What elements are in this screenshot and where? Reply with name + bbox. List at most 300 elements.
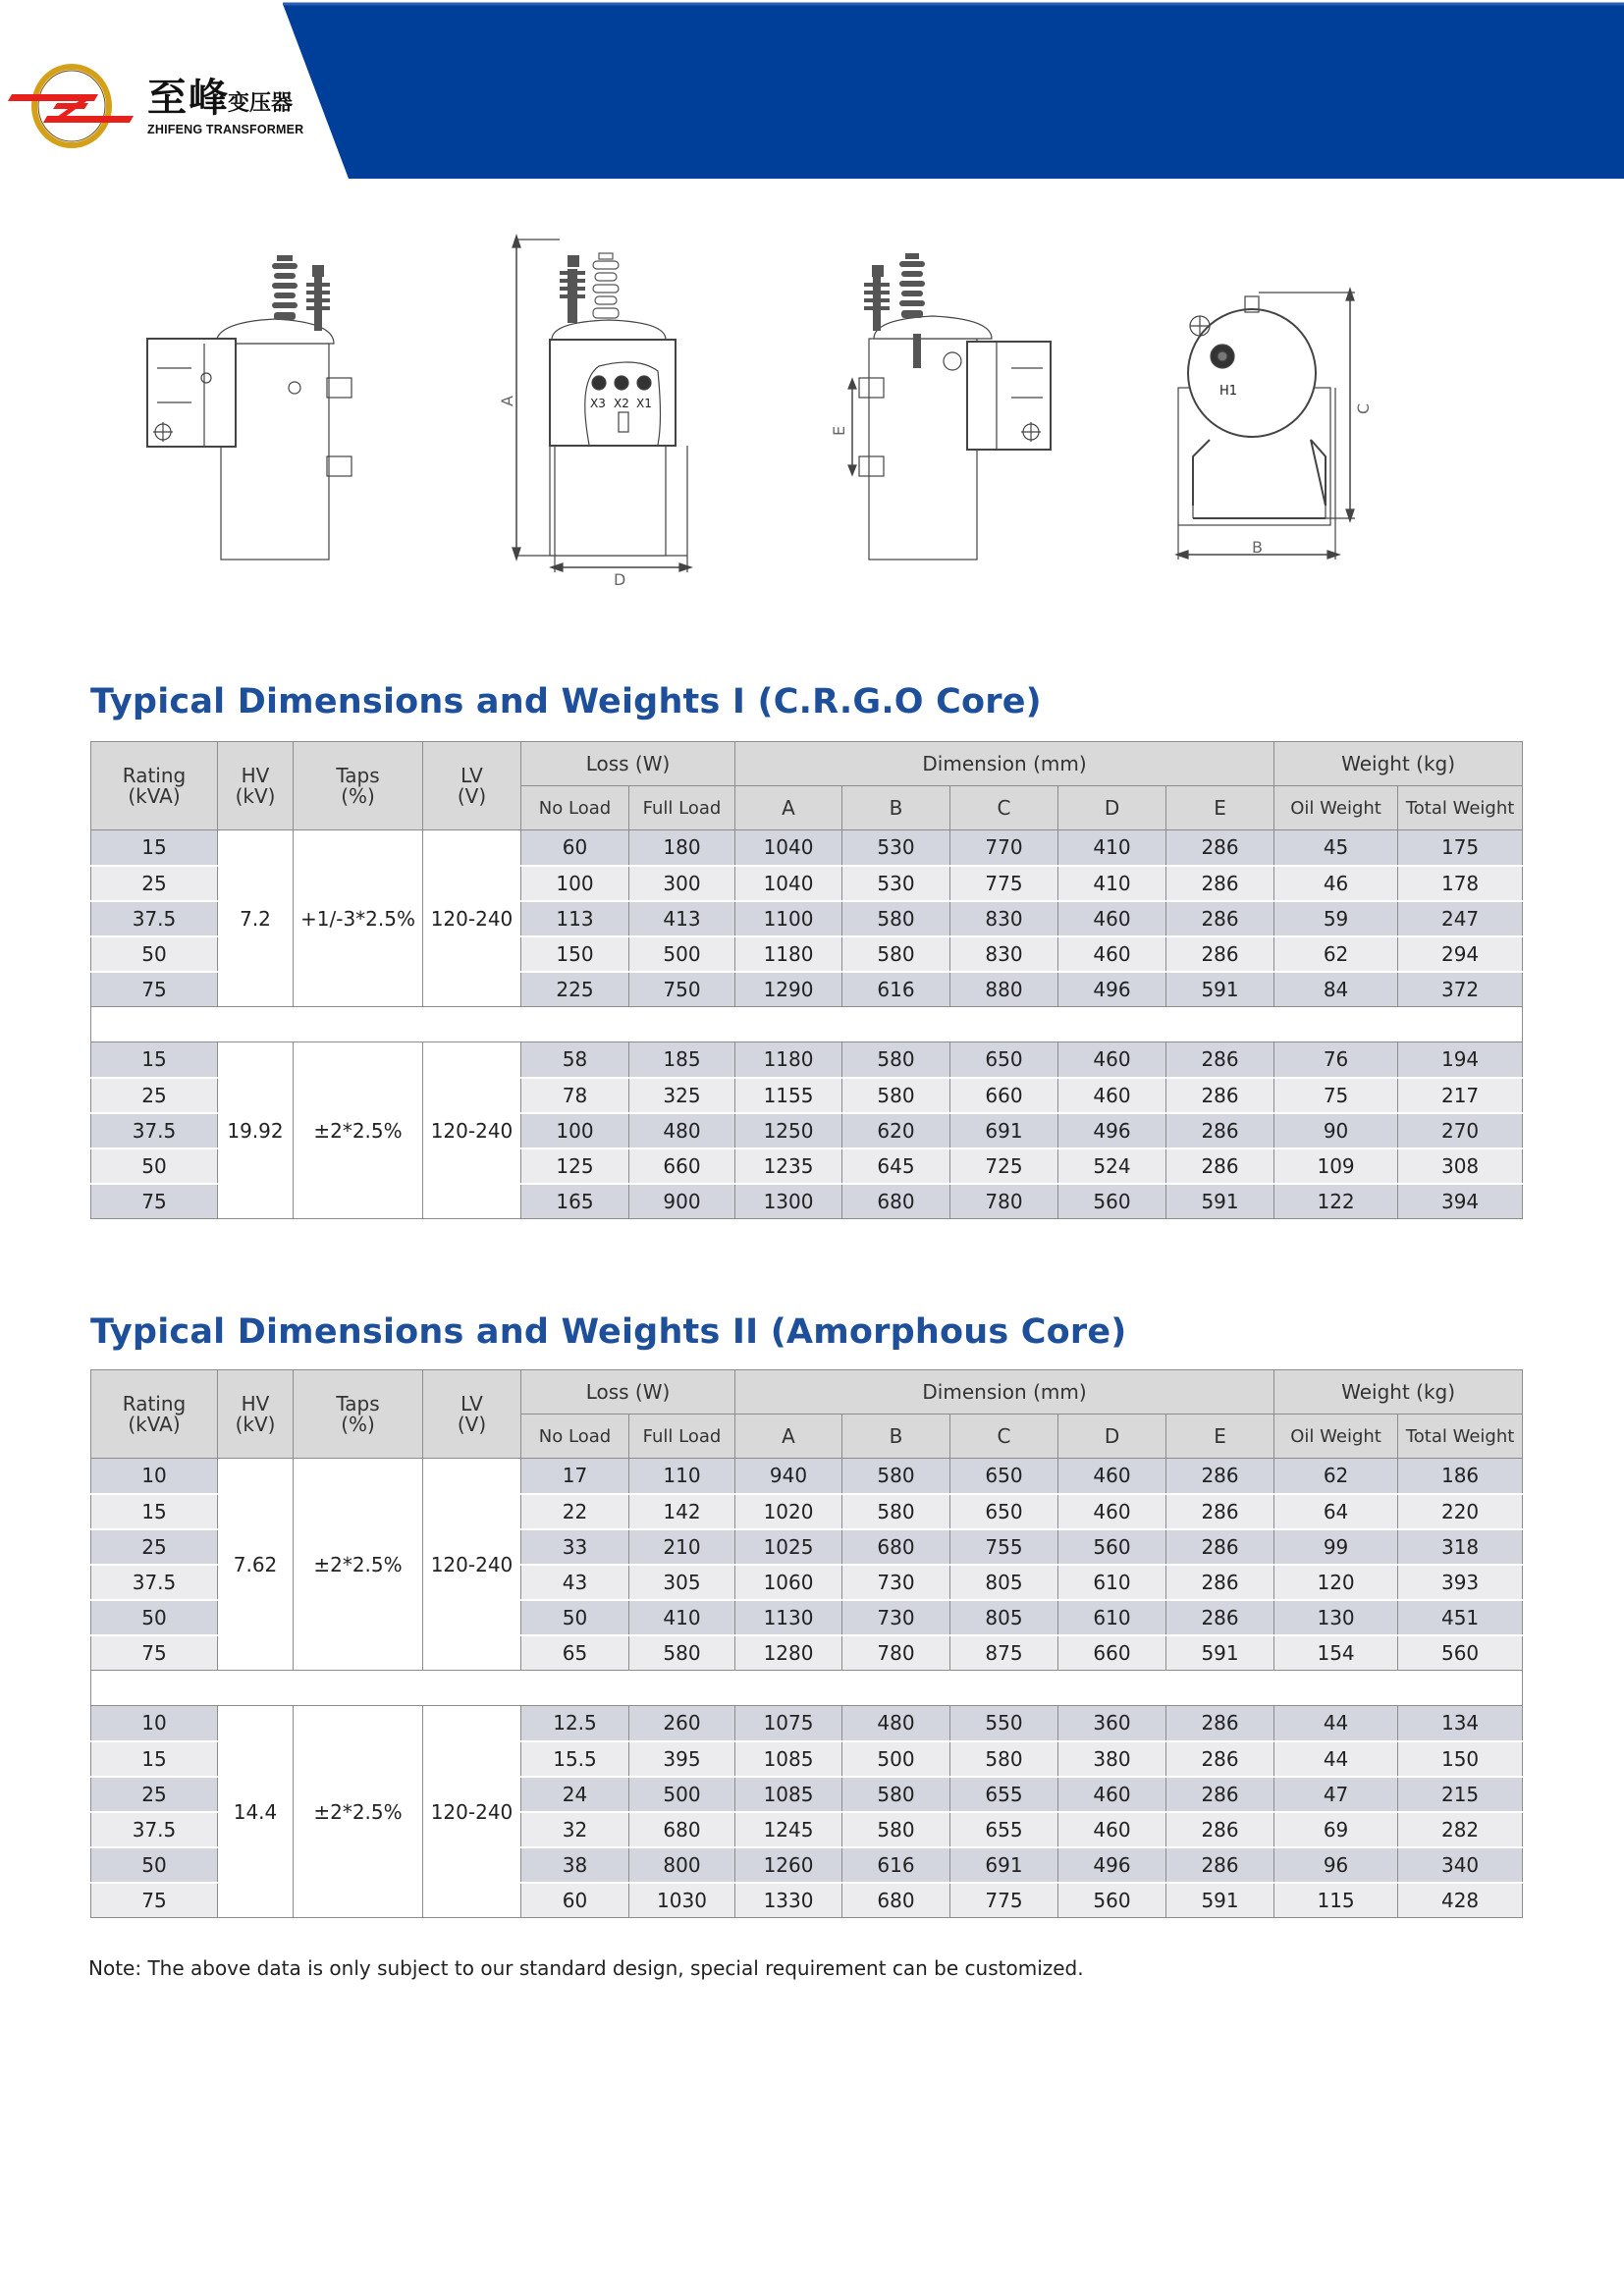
cell-total-weight: 178 (1398, 866, 1523, 901)
cell-dim-a: 1020 (735, 1494, 842, 1529)
cell-rating: 50 (91, 1148, 218, 1184)
brand-name-chinese: 至峰 (147, 75, 230, 121)
cell-oil-weight: 47 (1274, 1777, 1398, 1812)
header-no-load: No Load (521, 1415, 629, 1459)
cell-oil-weight: 84 (1274, 972, 1398, 1007)
cell-rating: 10 (91, 1706, 218, 1741)
cell-oil-weight: 76 (1274, 1042, 1398, 1078)
cell-dim-b: 680 (842, 1529, 950, 1565)
cell-oil-weight: 46 (1274, 866, 1398, 901)
header-dim-e: E (1166, 786, 1274, 830)
cell-dim-c: 650 (950, 1459, 1058, 1494)
cell-oil-weight: 62 (1274, 936, 1398, 972)
cell-rating: 25 (91, 1078, 218, 1113)
cell-dim-e: 286 (1166, 1529, 1274, 1565)
cell-dim-a: 1085 (735, 1741, 842, 1777)
header-dim-a: A (735, 786, 842, 830)
cell-dim-a: 1235 (735, 1148, 842, 1184)
cell-dim-e: 286 (1166, 830, 1274, 866)
cell-dim-d: 460 (1058, 901, 1166, 936)
cell-no-load: 113 (521, 901, 629, 936)
cell-dim-b: 620 (842, 1113, 950, 1148)
cell-dim-a: 1060 (735, 1565, 842, 1600)
cell-no-load: 24 (521, 1777, 629, 1812)
cell-dim-b: 480 (842, 1706, 950, 1741)
cell-dim-a: 1040 (735, 830, 842, 866)
cell-dim-e: 286 (1166, 1459, 1274, 1494)
dimension-label-e: E (830, 425, 848, 436)
header-oil-weight: Oil Weight (1274, 786, 1398, 830)
header-total-weight: Total Weight (1398, 786, 1523, 830)
cell-dim-c: 830 (950, 901, 1058, 936)
cell-full-load: 210 (629, 1529, 735, 1565)
header-dim-a: A (735, 1415, 842, 1459)
header-rating-unit: (kVA) (128, 783, 181, 808)
cell-dim-d: 460 (1058, 1494, 1166, 1529)
cell-dim-b: 580 (842, 1459, 950, 1494)
cell-full-load: 500 (629, 936, 735, 972)
cell-no-load: 65 (521, 1635, 629, 1671)
cell-dim-a: 940 (735, 1459, 842, 1494)
cell-dim-c: 650 (950, 1042, 1058, 1078)
header-loss: Loss (W) (521, 742, 735, 786)
cell-dim-b: 580 (842, 901, 950, 936)
cell-total-weight: 194 (1398, 1042, 1523, 1078)
cell-dim-b: 580 (842, 1494, 950, 1529)
cell-total-weight: 134 (1398, 1706, 1523, 1741)
cell-full-load: 180 (629, 830, 735, 866)
cell-dim-c: 691 (950, 1847, 1058, 1883)
table-row (91, 1706, 1523, 1741)
cell-dim-c: 775 (950, 1883, 1058, 1918)
cell-dim-d: 380 (1058, 1741, 1166, 1777)
cell-dim-a: 1290 (735, 972, 842, 1007)
cell-oil-weight: 130 (1274, 1600, 1398, 1635)
cell-dim-a: 1155 (735, 1078, 842, 1113)
cell-hv: 7.2 (218, 830, 294, 1007)
cell-lv: 120-240 (423, 1706, 521, 1918)
dimension-label-c: C (1354, 402, 1373, 414)
cell-full-load: 480 (629, 1113, 735, 1148)
header-rating-unit: (kVA) (128, 1412, 181, 1436)
cell-dim-a: 1280 (735, 1635, 842, 1671)
cell-rating: 75 (91, 972, 218, 1007)
cell-rating: 50 (91, 936, 218, 972)
cell-dim-b: 730 (842, 1565, 950, 1600)
cell-dim-d: 560 (1058, 1529, 1166, 1565)
cell-no-load: 15.5 (521, 1741, 629, 1777)
header-hv-unit: (kV) (235, 1412, 276, 1436)
cell-total-weight: 560 (1398, 1635, 1523, 1671)
cell-dim-a: 1100 (735, 901, 842, 936)
cell-oil-weight: 90 (1274, 1113, 1398, 1148)
cell-dim-b: 580 (842, 936, 950, 972)
cell-total-weight: 247 (1398, 901, 1523, 936)
brand-name-chinese-suffix: 变压器 (228, 91, 294, 116)
cell-oil-weight: 99 (1274, 1529, 1398, 1565)
cell-dim-c: 691 (950, 1113, 1058, 1148)
cell-oil-weight: 59 (1274, 901, 1398, 936)
cell-dim-d: 460 (1058, 1042, 1166, 1078)
cell-dim-c: 550 (950, 1706, 1058, 1741)
cell-oil-weight: 120 (1274, 1565, 1398, 1600)
cell-dim-e: 286 (1166, 1565, 1274, 1600)
cell-dim-b: 730 (842, 1600, 950, 1635)
cell-rating: 37.5 (91, 901, 218, 936)
header-taps (294, 742, 423, 830)
header-dimension: Dimension (mm) (735, 742, 1274, 786)
cell-dim-e: 591 (1166, 1184, 1274, 1219)
cell-dim-e: 286 (1166, 1741, 1274, 1777)
footnote: Note: The above data is only subject to our standard design, special requirement can be customized. (88, 1956, 1084, 1980)
cell-rating: 50 (91, 1600, 218, 1635)
header-total-weight: Total Weight (1398, 1415, 1523, 1459)
cell-dim-d: 410 (1058, 866, 1166, 901)
terminal-label-x2: X2 (614, 397, 629, 410)
cell-full-load: 680 (629, 1812, 735, 1847)
cell-rating: 15 (91, 1494, 218, 1529)
cell-oil-weight: 69 (1274, 1812, 1398, 1847)
cell-dim-e: 591 (1166, 1883, 1274, 1918)
cell-dim-d: 460 (1058, 1459, 1166, 1494)
cell-dim-b: 645 (842, 1148, 950, 1184)
cell-dim-c: 580 (950, 1741, 1058, 1777)
cell-dim-d: 496 (1058, 1847, 1166, 1883)
header-full-load: Full Load (629, 1415, 735, 1459)
cell-dim-b: 530 (842, 866, 950, 901)
header-rating (91, 742, 218, 830)
header-oil-weight: Oil Weight (1274, 1415, 1398, 1459)
header-dim-d: D (1058, 786, 1166, 830)
cell-full-load: 260 (629, 1706, 735, 1741)
cell-dim-b: 680 (842, 1184, 950, 1219)
header-lv (423, 1370, 521, 1459)
spec-table-amorphous-core (90, 1369, 1523, 1918)
cell-dim-b: 616 (842, 1847, 950, 1883)
cell-rating: 37.5 (91, 1113, 218, 1148)
terminal-label-x3: X3 (590, 397, 606, 410)
cell-no-load: 38 (521, 1847, 629, 1883)
spec-table-crgo-core (90, 741, 1523, 1219)
header-taps-unit: (%) (341, 783, 375, 808)
cell-full-load: 750 (629, 972, 735, 1007)
cell-total-weight: 428 (1398, 1883, 1523, 1918)
cell-dim-e: 286 (1166, 1847, 1274, 1883)
cell-rating: 25 (91, 866, 218, 901)
cell-dim-a: 1245 (735, 1812, 842, 1847)
header-taps-unit: (%) (341, 1412, 375, 1436)
cell-rating: 75 (91, 1635, 218, 1671)
cell-oil-weight: 109 (1274, 1148, 1398, 1184)
transformer-top-view-drawing (1168, 275, 1394, 569)
cell-no-load: 125 (521, 1148, 629, 1184)
cell-total-weight: 217 (1398, 1078, 1523, 1113)
cell-full-load: 800 (629, 1847, 735, 1883)
cell-dim-a: 1250 (735, 1113, 842, 1148)
cell-full-load: 660 (629, 1148, 735, 1184)
cell-total-weight: 215 (1398, 1777, 1523, 1812)
cell-dim-a: 1025 (735, 1529, 842, 1565)
header-lv-label: LV (460, 1391, 483, 1415)
header-full-load: Full Load (629, 786, 735, 830)
header-blue-band (283, 4, 1624, 179)
cell-rating: 75 (91, 1184, 218, 1219)
cell-dim-c: 875 (950, 1635, 1058, 1671)
cell-dim-b: 580 (842, 1078, 950, 1113)
cell-dim-e: 286 (1166, 1494, 1274, 1529)
cell-taps: ±2*2.5% (294, 1042, 423, 1219)
cell-dim-b: 580 (842, 1042, 950, 1078)
cell-rating: 15 (91, 1741, 218, 1777)
cell-oil-weight: 154 (1274, 1635, 1398, 1671)
cell-no-load: 150 (521, 936, 629, 972)
cell-dim-e: 286 (1166, 866, 1274, 901)
cell-full-load: 580 (629, 1635, 735, 1671)
cell-dim-d: 460 (1058, 1812, 1166, 1847)
cell-dim-e: 286 (1166, 1600, 1274, 1635)
header-dim-c: C (950, 786, 1058, 830)
cell-dim-c: 805 (950, 1600, 1058, 1635)
cell-rating: 10 (91, 1459, 218, 1494)
cell-full-load: 413 (629, 901, 735, 936)
cell-dim-d: 460 (1058, 1777, 1166, 1812)
cell-taps: ±2*2.5% (294, 1459, 423, 1671)
header-hv-label: HV (241, 1391, 270, 1415)
cell-dim-a: 1330 (735, 1883, 842, 1918)
cell-rating: 25 (91, 1529, 218, 1565)
cell-oil-weight: 62 (1274, 1459, 1398, 1494)
cell-oil-weight: 44 (1274, 1706, 1398, 1741)
cell-dim-e: 286 (1166, 936, 1274, 972)
header-dimension: Dimension (mm) (735, 1370, 1274, 1415)
header-hv-label: HV (241, 763, 270, 787)
cell-total-weight: 340 (1398, 1847, 1523, 1883)
cell-dim-b: 680 (842, 1883, 950, 1918)
cell-no-load: 33 (521, 1529, 629, 1565)
cell-total-weight: 394 (1398, 1184, 1523, 1219)
cell-total-weight: 186 (1398, 1459, 1523, 1494)
cell-full-load: 305 (629, 1565, 735, 1600)
cell-oil-weight: 44 (1274, 1741, 1398, 1777)
header-hv (218, 742, 294, 830)
header-rating-label: Rating (122, 1391, 187, 1415)
group-separator-row (91, 1007, 1523, 1042)
cell-total-weight: 175 (1398, 830, 1523, 866)
cell-dim-c: 660 (950, 1078, 1058, 1113)
cell-oil-weight: 96 (1274, 1847, 1398, 1883)
cell-dim-c: 830 (950, 936, 1058, 972)
cell-no-load: 12.5 (521, 1706, 629, 1741)
cell-no-load: 165 (521, 1184, 629, 1219)
cell-dim-a: 1180 (735, 1042, 842, 1078)
cell-rating: 75 (91, 1883, 218, 1918)
header-taps-label: Taps (336, 763, 380, 787)
cell-total-weight: 282 (1398, 1812, 1523, 1847)
cell-dim-a: 1040 (735, 866, 842, 901)
cell-no-load: 43 (521, 1565, 629, 1600)
cell-lv: 120-240 (423, 1042, 521, 1219)
header-taps-label: Taps (336, 1391, 380, 1415)
cell-total-weight: 308 (1398, 1148, 1523, 1184)
cell-rating: 37.5 (91, 1812, 218, 1847)
cell-dim-a: 1075 (735, 1706, 842, 1741)
cell-dim-b: 580 (842, 1777, 950, 1812)
cell-dim-d: 410 (1058, 830, 1166, 866)
cell-oil-weight: 45 (1274, 830, 1398, 866)
cell-full-load: 325 (629, 1078, 735, 1113)
cell-total-weight: 270 (1398, 1113, 1523, 1148)
header-weight: Weight (kg) (1274, 1370, 1523, 1415)
cell-full-load: 110 (629, 1459, 735, 1494)
cell-full-load: 300 (629, 866, 735, 901)
cell-dim-e: 286 (1166, 1812, 1274, 1847)
cell-dim-b: 616 (842, 972, 950, 1007)
cell-dim-e: 286 (1166, 901, 1274, 936)
cell-dim-c: 770 (950, 830, 1058, 866)
header-lv-unit: (V) (457, 1412, 487, 1436)
cell-dim-c: 805 (950, 1565, 1058, 1600)
cell-full-load: 185 (629, 1042, 735, 1078)
cell-dim-d: 496 (1058, 972, 1166, 1007)
cell-dim-c: 775 (950, 866, 1058, 901)
cell-dim-c: 655 (950, 1777, 1058, 1812)
header-lv-unit: (V) (457, 783, 487, 808)
cell-dim-a: 1180 (735, 936, 842, 972)
section-title-amorphous: Typical Dimensions and Weights II (Amorphous Core) (90, 1312, 1127, 1352)
dimension-label-a: A (498, 396, 516, 406)
cell-dim-e: 286 (1166, 1113, 1274, 1148)
transformer-front-view-drawing (461, 234, 717, 597)
header-weight: Weight (kg) (1274, 742, 1523, 786)
header-rating-label: Rating (122, 763, 187, 787)
cell-dim-d: 610 (1058, 1565, 1166, 1600)
cell-dim-d: 360 (1058, 1706, 1166, 1741)
cell-dim-b: 530 (842, 830, 950, 866)
transformer-side-view-drawing (137, 236, 393, 569)
header-lv (423, 742, 521, 830)
cell-total-weight: 150 (1398, 1741, 1523, 1777)
transformer-rear-view-drawing (815, 236, 1070, 569)
cell-rating: 15 (91, 830, 218, 866)
cell-dim-e: 286 (1166, 1078, 1274, 1113)
table-row (91, 1459, 1523, 1494)
cell-total-weight: 294 (1398, 936, 1523, 972)
cell-rating: 15 (91, 1042, 218, 1078)
cell-total-weight: 372 (1398, 972, 1523, 1007)
dimension-label-b: B (1252, 538, 1263, 557)
cell-dim-d: 460 (1058, 936, 1166, 972)
cell-no-load: 58 (521, 1042, 629, 1078)
cell-no-load: 225 (521, 972, 629, 1007)
cell-rating: 37.5 (91, 1565, 218, 1600)
header-no-load: No Load (521, 786, 629, 830)
cell-dim-c: 755 (950, 1529, 1058, 1565)
cell-dim-d: 560 (1058, 1883, 1166, 1918)
cell-dim-e: 286 (1166, 1148, 1274, 1184)
cell-total-weight: 220 (1398, 1494, 1523, 1529)
table-row (91, 830, 1523, 866)
cell-dim-d: 460 (1058, 1078, 1166, 1113)
cell-lv: 120-240 (423, 1459, 521, 1671)
cell-hv: 7.62 (218, 1459, 294, 1671)
header-lv-label: LV (460, 763, 483, 787)
cell-no-load: 17 (521, 1459, 629, 1494)
cell-rating: 50 (91, 1847, 218, 1883)
cell-rating: 25 (91, 1777, 218, 1812)
cell-oil-weight: 75 (1274, 1078, 1398, 1113)
cell-taps: ±2*2.5% (294, 1706, 423, 1918)
header-loss: Loss (W) (521, 1370, 735, 1415)
cell-dim-e: 286 (1166, 1706, 1274, 1741)
header-taps (294, 1370, 423, 1459)
cell-no-load: 32 (521, 1812, 629, 1847)
cell-no-load: 100 (521, 866, 629, 901)
header-hv-unit: (kV) (235, 783, 276, 808)
cell-dim-c: 780 (950, 1184, 1058, 1219)
cell-full-load: 1030 (629, 1883, 735, 1918)
cell-dim-b: 580 (842, 1812, 950, 1847)
cell-full-load: 500 (629, 1777, 735, 1812)
cell-dim-d: 524 (1058, 1148, 1166, 1184)
header-hv (218, 1370, 294, 1459)
cell-hv: 14.4 (218, 1706, 294, 1918)
cell-dim-c: 880 (950, 972, 1058, 1007)
group-separator-cell (91, 1671, 1523, 1706)
header-rating (91, 1370, 218, 1459)
cell-dim-d: 496 (1058, 1113, 1166, 1148)
cell-taps: +1/-3*2.5% (294, 830, 423, 1007)
cell-dim-d: 560 (1058, 1184, 1166, 1219)
cell-total-weight: 451 (1398, 1600, 1523, 1635)
cell-total-weight: 318 (1398, 1529, 1523, 1565)
section-title-crgo: Typical Dimensions and Weights I (C.R.G.O Core) (90, 682, 1042, 721)
cell-dim-a: 1130 (735, 1600, 842, 1635)
cell-dim-d: 660 (1058, 1635, 1166, 1671)
cell-oil-weight: 122 (1274, 1184, 1398, 1219)
header-dim-d: D (1058, 1415, 1166, 1459)
company-logo-icon (8, 67, 134, 145)
cell-oil-weight: 115 (1274, 1883, 1398, 1918)
cell-no-load: 78 (521, 1078, 629, 1113)
cell-full-load: 410 (629, 1600, 735, 1635)
cell-dim-e: 591 (1166, 972, 1274, 1007)
cell-dim-a: 1085 (735, 1777, 842, 1812)
cell-full-load: 395 (629, 1741, 735, 1777)
cell-full-load: 900 (629, 1184, 735, 1219)
cell-dim-b: 780 (842, 1635, 950, 1671)
group-separator-cell (91, 1007, 1523, 1042)
cell-no-load: 60 (521, 1883, 629, 1918)
cell-dim-e: 286 (1166, 1777, 1274, 1812)
cell-full-load: 142 (629, 1494, 735, 1529)
cell-no-load: 60 (521, 830, 629, 866)
cell-dim-b: 500 (842, 1741, 950, 1777)
dimension-label-d: D (614, 570, 626, 589)
cell-hv: 19.92 (218, 1042, 294, 1219)
cell-no-load: 100 (521, 1113, 629, 1148)
cell-lv: 120-240 (423, 830, 521, 1007)
header-dim-b: B (842, 786, 950, 830)
brand-name-english: ZHIFENG TRANSFORMER (147, 123, 304, 136)
cell-dim-c: 725 (950, 1148, 1058, 1184)
cell-no-load: 22 (521, 1494, 629, 1529)
terminal-label-x1: X1 (636, 397, 652, 410)
table-row (91, 1042, 1523, 1078)
group-separator-row (91, 1671, 1523, 1706)
cell-no-load: 50 (521, 1600, 629, 1635)
cell-dim-c: 650 (950, 1494, 1058, 1529)
header-dim-c: C (950, 1415, 1058, 1459)
